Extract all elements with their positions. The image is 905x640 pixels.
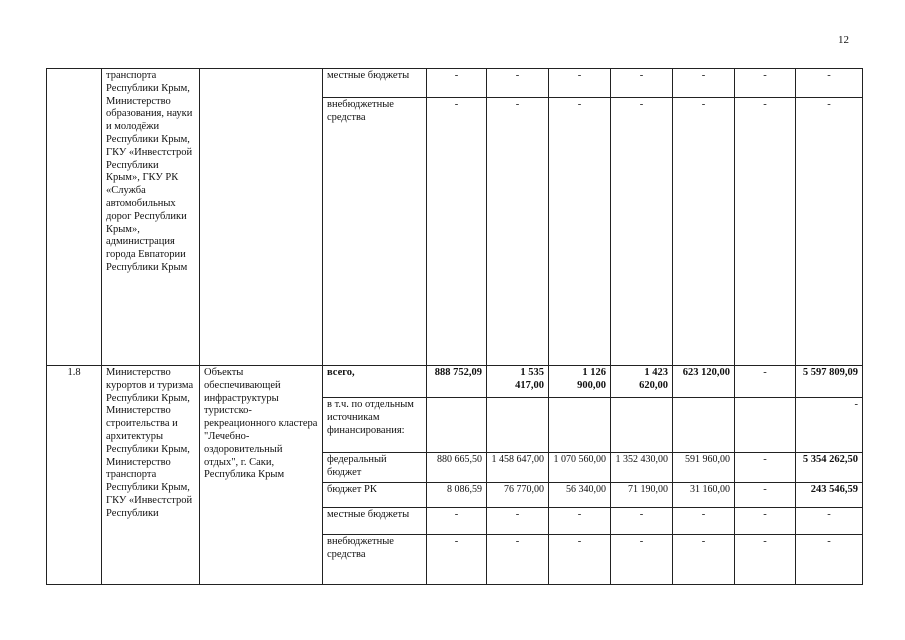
value-cell: 243 546,59 (796, 483, 863, 508)
value-cell: 1 070 560,00 (549, 453, 611, 483)
object-cell (200, 69, 323, 366)
value-cell: - (611, 535, 673, 585)
value-cell: - (611, 508, 673, 535)
value-cell: - (673, 98, 735, 366)
value-cell: - (735, 366, 796, 398)
value-cell: 5 354 262,50 (796, 453, 863, 483)
row-number-cell (47, 69, 102, 366)
value-cell: - (796, 398, 863, 453)
row-number-cell: 1.8 (47, 366, 102, 585)
value-cell: 1 535 417,00 (487, 366, 549, 398)
value-cell: - (487, 98, 549, 366)
source-cell: федеральный бюджет (323, 453, 427, 483)
source-cell: всего, (323, 366, 427, 398)
value-cell: 1 352 430,00 (611, 453, 673, 483)
value-cell: - (796, 69, 863, 98)
source-cell: в т.ч. по отдельным источникам финансирования: (323, 398, 427, 453)
value-cell: - (549, 69, 611, 98)
value-cell: - (735, 69, 796, 98)
value-cell: - (611, 98, 673, 366)
value-cell: - (673, 69, 735, 98)
value-cell: 56 340,00 (549, 483, 611, 508)
value-cell: - (487, 69, 549, 98)
value-cell: - (427, 508, 487, 535)
value-cell: - (673, 535, 735, 585)
value-cell: - (735, 508, 796, 535)
source-cell: местные бюджеты (323, 508, 427, 535)
value-cell: - (673, 508, 735, 535)
value-cell (427, 398, 487, 453)
executors-cell: транспорта Республики Крым, Министерство образования, науки и молодёжи Республики Крым, ГКУ «Инвестстрой Республики Крым», ГКУ РК «Служба автомобильных дорог Республики Крым», администрация города Евпатории Республики Крым (102, 69, 200, 366)
value-cell: - (427, 98, 487, 366)
source-cell: бюджет РК (323, 483, 427, 508)
value-cell: 888 752,09 (427, 366, 487, 398)
value-cell: 623 120,00 (673, 366, 735, 398)
source-cell: внебюджетные средства (323, 535, 427, 585)
value-cell: 880 665,50 (427, 453, 487, 483)
executors-cell: Министерство курортов и туризма Республики Крым, Министерство строительства и архитектуры Республики Крым, Министерство транспорта Республики Крым, ГКУ «Инвестстрой Республики (102, 366, 200, 585)
value-cell: 8 086,59 (427, 483, 487, 508)
value-cell (611, 398, 673, 453)
value-cell (487, 398, 549, 453)
value-cell: - (427, 69, 487, 98)
value-cell (673, 398, 735, 453)
object-cell: Объекты обеспечивающей инфраструктуры туристско-рекреационного кластера "Лечебно-оздоровительный отдых", г. Саки, Республика Крым (200, 366, 323, 585)
funding-table (46, 68, 863, 585)
page-number: 12 (838, 34, 849, 46)
value-cell: 76 770,00 (487, 483, 549, 508)
value-cell: - (549, 98, 611, 366)
table-row (47, 366, 863, 398)
value-cell: - (796, 535, 863, 585)
value-cell: 71 190,00 (611, 483, 673, 508)
value-cell: - (487, 508, 549, 535)
value-cell (735, 398, 796, 453)
value-cell (549, 398, 611, 453)
value-cell: - (549, 508, 611, 535)
value-cell: 1 126 900,00 (549, 366, 611, 398)
value-cell: - (796, 508, 863, 535)
source-cell: внебюджетные средства (323, 98, 427, 366)
value-cell: - (735, 98, 796, 366)
value-cell: 591 960,00 (673, 453, 735, 483)
source-cell: местные бюджеты (323, 69, 427, 98)
value-cell: - (735, 483, 796, 508)
value-cell: 1 423 620,00 (611, 366, 673, 398)
value-cell: - (796, 98, 863, 366)
value-cell: 5 597 809,09 (796, 366, 863, 398)
value-cell: - (549, 535, 611, 585)
value-cell: - (427, 535, 487, 585)
value-cell: 1 458 647,00 (487, 453, 549, 483)
value-cell: - (611, 69, 673, 98)
table-row (47, 69, 863, 98)
value-cell: - (735, 453, 796, 483)
value-cell: - (735, 535, 796, 585)
value-cell: - (487, 535, 549, 585)
value-cell: 31 160,00 (673, 483, 735, 508)
